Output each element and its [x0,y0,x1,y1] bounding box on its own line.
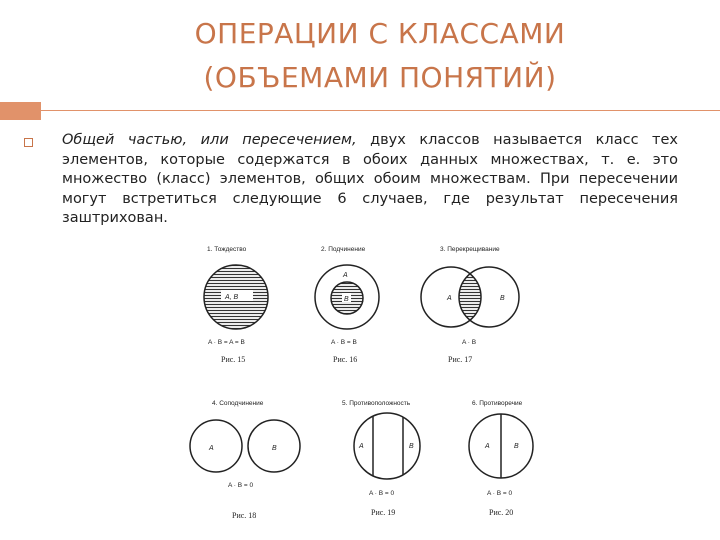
circle-b-label: B [272,445,277,452]
diagram-caption: 1. Тождество [207,246,247,253]
circle-a-label: A [209,445,214,452]
diagram-caption: 5. Противоположность [342,400,411,407]
diagram-formula: A · B [462,339,477,346]
figure-number: Рис. 16 [333,355,358,364]
diagram-coordination [190,400,300,520]
diagram-caption: 2. Подчинение [321,246,366,253]
diagram-formula: A · B = B [331,339,357,346]
slide-title-line-1: ОПЕРАЦИИ С КЛАССАМИ [194,17,566,50]
figure-number: Рис. 15 [221,355,246,364]
circle-a [190,420,242,472]
definition-text: двух классов называется класс тех элементов, которые содержатся в обоих данных множествах, т. е. это множество (класс) элементов, общих обоим множествам. При пересечении могут встретиться следующие 6 случаев, где результат пересечения заштрихован. [62,132,679,226]
figure-number: Рис. 17 [448,355,473,364]
region-b-label: B [409,443,414,450]
diagram-opposition [342,400,420,517]
circle-b-label: B [344,296,349,303]
diagram-subordination [315,246,379,364]
figure-number: Рис. 20 [489,508,514,517]
diagram-contradiction [469,400,533,517]
definition-emphasis: Общей частью, или пересечением, [62,132,357,148]
diagram-intersection [421,246,519,364]
region-a-label: A [359,443,364,450]
diagram-caption: 3. Перекрещивание [440,246,500,253]
region-a-label: A [485,443,490,450]
slide-title-line-2: (ОБЪЕМАМИ ПОНЯТИЙ) [203,61,557,94]
diagram-formula: A · B = 0 [228,482,254,489]
circle-a-label: A [343,272,348,279]
diagram-formula: A · B = 0 [487,490,513,497]
figure-number: Рис. 19 [371,508,396,517]
diagram-formula: A · B = 0 [369,490,395,497]
diagram-caption: 6. Противоречие [472,400,523,407]
diagram-identity [204,246,268,364]
figure-number: Рис. 18 [232,511,257,520]
circle-b-label: B [500,295,505,302]
circle-label: A, B [225,294,239,301]
diagram-caption: 4. Соподчинение [212,400,264,407]
diagram-formula: A · B = A = B [208,339,245,346]
region-b-label: B [514,443,519,450]
circle-a-label: A [447,295,452,302]
